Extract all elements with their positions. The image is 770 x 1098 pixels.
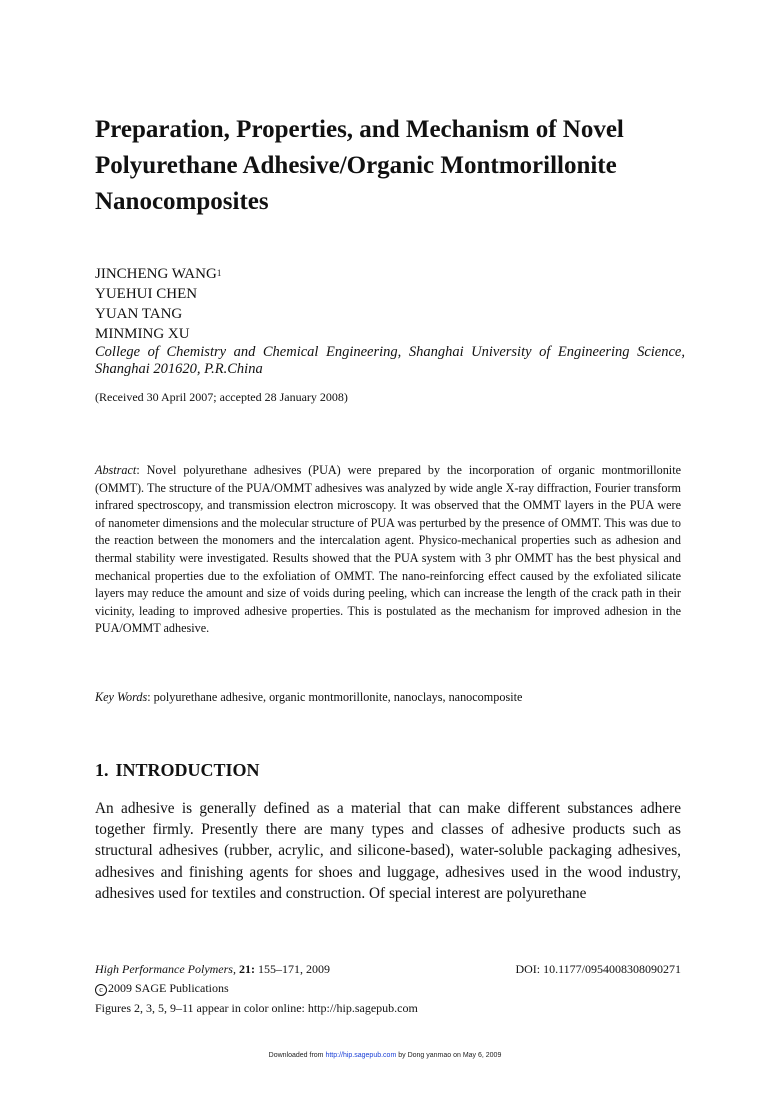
article-title: Preparation, Properties, and Mechanism of Novel Polyurethane Adhesive/Organic Montmorillonite Nanocomposites [95, 116, 624, 215]
abstract [95, 462, 681, 638]
abstract-text: : Novel polyurethane adhesives (PUA) were prepared by the incorporation of organic montmorillonite (OMMT). The structure of the PUA/OMMT adhesives was analyzed by wide angle X-ray diffraction, Fourier transform infrared spectroscopy, and transmission electron microscopy. It was observed that the OMMT layers in the PUA were of nanometer dimensions and the molecular structure of PUA was perturbed by the presence of OMMT. This was due to the reaction between the monomers and the intercalation agent. Physico-mechanical properties such as adhesion and thermal stability were investigated. Results showed that the PUA system with 3 phr OMMT has the best physical and mechanical properties due to the exfoliation of OMMT. The nano-reinforcing effect caused by the exfoliated silicate layers may reduce the amount and size of voids during peeling, which can increase the length of the crack path in their vicinity, leading to improved adhesive properties. This is postulated as the mechanism for improved adhesion in the PUA/OMMT adhesive. [95, 463, 681, 636]
section-title: INTRODUCTION [115, 760, 260, 780]
intro-paragraph: An adhesive is generally defined as a material that can make different substances adhere together firmly. Presently there are many types and classes of adhesive products such as structural adhesives (rubber, acrylic, and silicone-based), water-soluble packaging adhesives, adhesives and finishing agents for shoes and luggage, adhesives used in the wood industry, adhesives used for textiles and construction. Of special interest are polyurethane [95, 800, 681, 902]
author-3: YUAN TANG [95, 306, 183, 322]
figures-note: Figures 2, 3, 5, 9–11 appear in color online: http://hip.sagepub.com [95, 1001, 418, 1015]
download-link[interactable]: http://hip.sagepub.com [325, 1052, 397, 1059]
author-2: YUEHUI CHEN [95, 286, 198, 302]
author-name: JINCHENG WANG [95, 266, 217, 282]
copyright [95, 981, 229, 996]
keywords-text: : polyurethane adhesive, organic montmorillonite, nanoclays, nanocomposite [147, 690, 523, 704]
author-block [95, 264, 695, 378]
author-4: MINMING XU [95, 326, 190, 342]
keywords-label: Key Words [95, 690, 148, 704]
journal-pages: 155–171, 2009 [257, 962, 330, 976]
copyright-text: 2009 SAGE Publications [108, 981, 229, 995]
abstract-label: Abstract [95, 463, 137, 477]
affiliation: College of Chemistry and Chemical Engineering, Shanghai University of Engineering Science, Shanghai 201620, P.R.China [95, 344, 685, 377]
doi: DOI: 10.1177/0954008308090271 [515, 962, 681, 976]
keywords [95, 690, 681, 705]
download-notice [0, 1052, 770, 1059]
section-number: 1. [95, 760, 109, 780]
received-dates: (Received 30 April 2007; accepted 28 January 2008) [95, 390, 348, 404]
author-footnote-mark: 1 [216, 268, 222, 278]
copyright-icon: c [95, 984, 107, 996]
author-1 [95, 264, 695, 284]
journal-citation [95, 962, 330, 977]
download-suffix: by Dong yanmao on May 6, 2009 [396, 1052, 502, 1059]
download-prefix: Downloaded from [268, 1052, 326, 1059]
journal-name: High Performance Polymers, [95, 962, 236, 976]
journal-volume: 21: [238, 962, 255, 976]
section-heading [95, 760, 260, 781]
